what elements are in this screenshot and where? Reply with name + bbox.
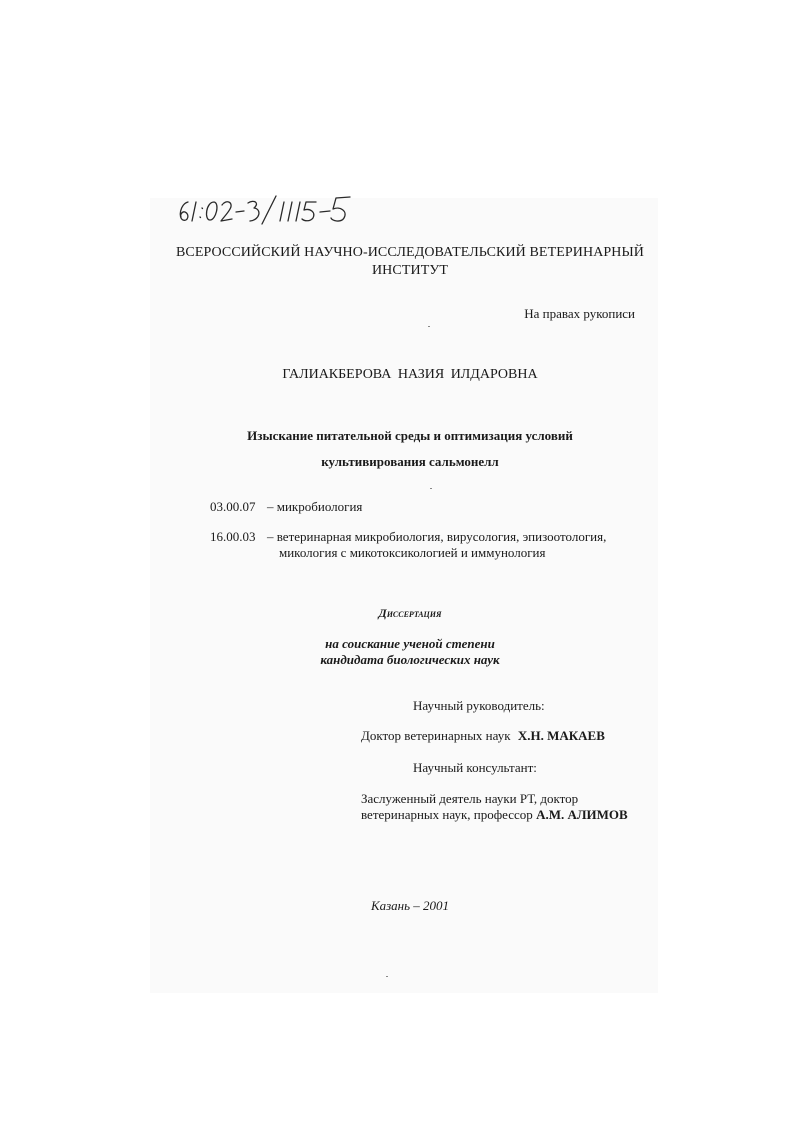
manuscript-rights-note: На правах рукописи <box>524 306 635 321</box>
city-and-year: Казань – 2001 <box>370 898 450 913</box>
consultant-details <box>361 791 628 823</box>
consultant-label: Научный консультант: <box>413 760 537 775</box>
specialty-name-line-1: – ветеринарная микробиология, вирусология, эпизоотология, <box>267 529 607 544</box>
degree-line-1: на соискание ученой степени <box>325 636 495 651</box>
dissertation-title-line-2: культивирования сальмонелл <box>321 454 499 469</box>
institute-line-2: ИНСТИТУТ <box>371 263 449 278</box>
consultant-name: А.М. АЛИМОВ <box>536 807 628 822</box>
specialty-name-line-2: микология с микотоксикологией и иммунология <box>279 545 546 560</box>
consultant-title: ветеринарных наук, профессор <box>361 807 533 822</box>
supervisor-title: Доктор ветеринарных наук <box>361 728 511 743</box>
author-name: ГАЛИАКБЕРОВА НАЗИЯ ИЛДАРОВНА <box>282 367 538 382</box>
scan-speck <box>428 326 430 327</box>
institute-name <box>150 244 670 280</box>
consultant-line-1: Заслуженный деятель науки РТ, доктор <box>361 791 579 806</box>
supervisor-name: Х.Н. МАКАЕВ <box>517 728 605 743</box>
degree-line-2: кандидата биологических наук <box>320 652 500 667</box>
institute-line-1: ВСЕРОССИЙСКИЙ НАУЧНО-ИССЛЕДОВАТЕЛЬСКИЙ ВЕТЕРИНАРНЫЙ <box>175 245 645 260</box>
supervisor-label: Научный руководитель: <box>413 698 545 713</box>
supervisor-line <box>361 728 605 744</box>
specialty-name: – микробиология <box>267 499 363 514</box>
specialty-code: 16.00.03 <box>210 529 256 544</box>
specialty-name <box>267 529 627 561</box>
scan-speck <box>386 976 388 977</box>
specialty-code: 03.00.07 <box>210 499 256 514</box>
scan-speck <box>430 488 432 489</box>
dissertation-label: Диссертация <box>378 606 442 620</box>
degree-statement <box>150 636 670 668</box>
consultant-line-2 <box>361 807 628 823</box>
handwritten-archive-number <box>174 190 389 230</box>
dissertation-title-line-1: Изыскание питательной среды и оптимизация условий <box>247 428 573 443</box>
